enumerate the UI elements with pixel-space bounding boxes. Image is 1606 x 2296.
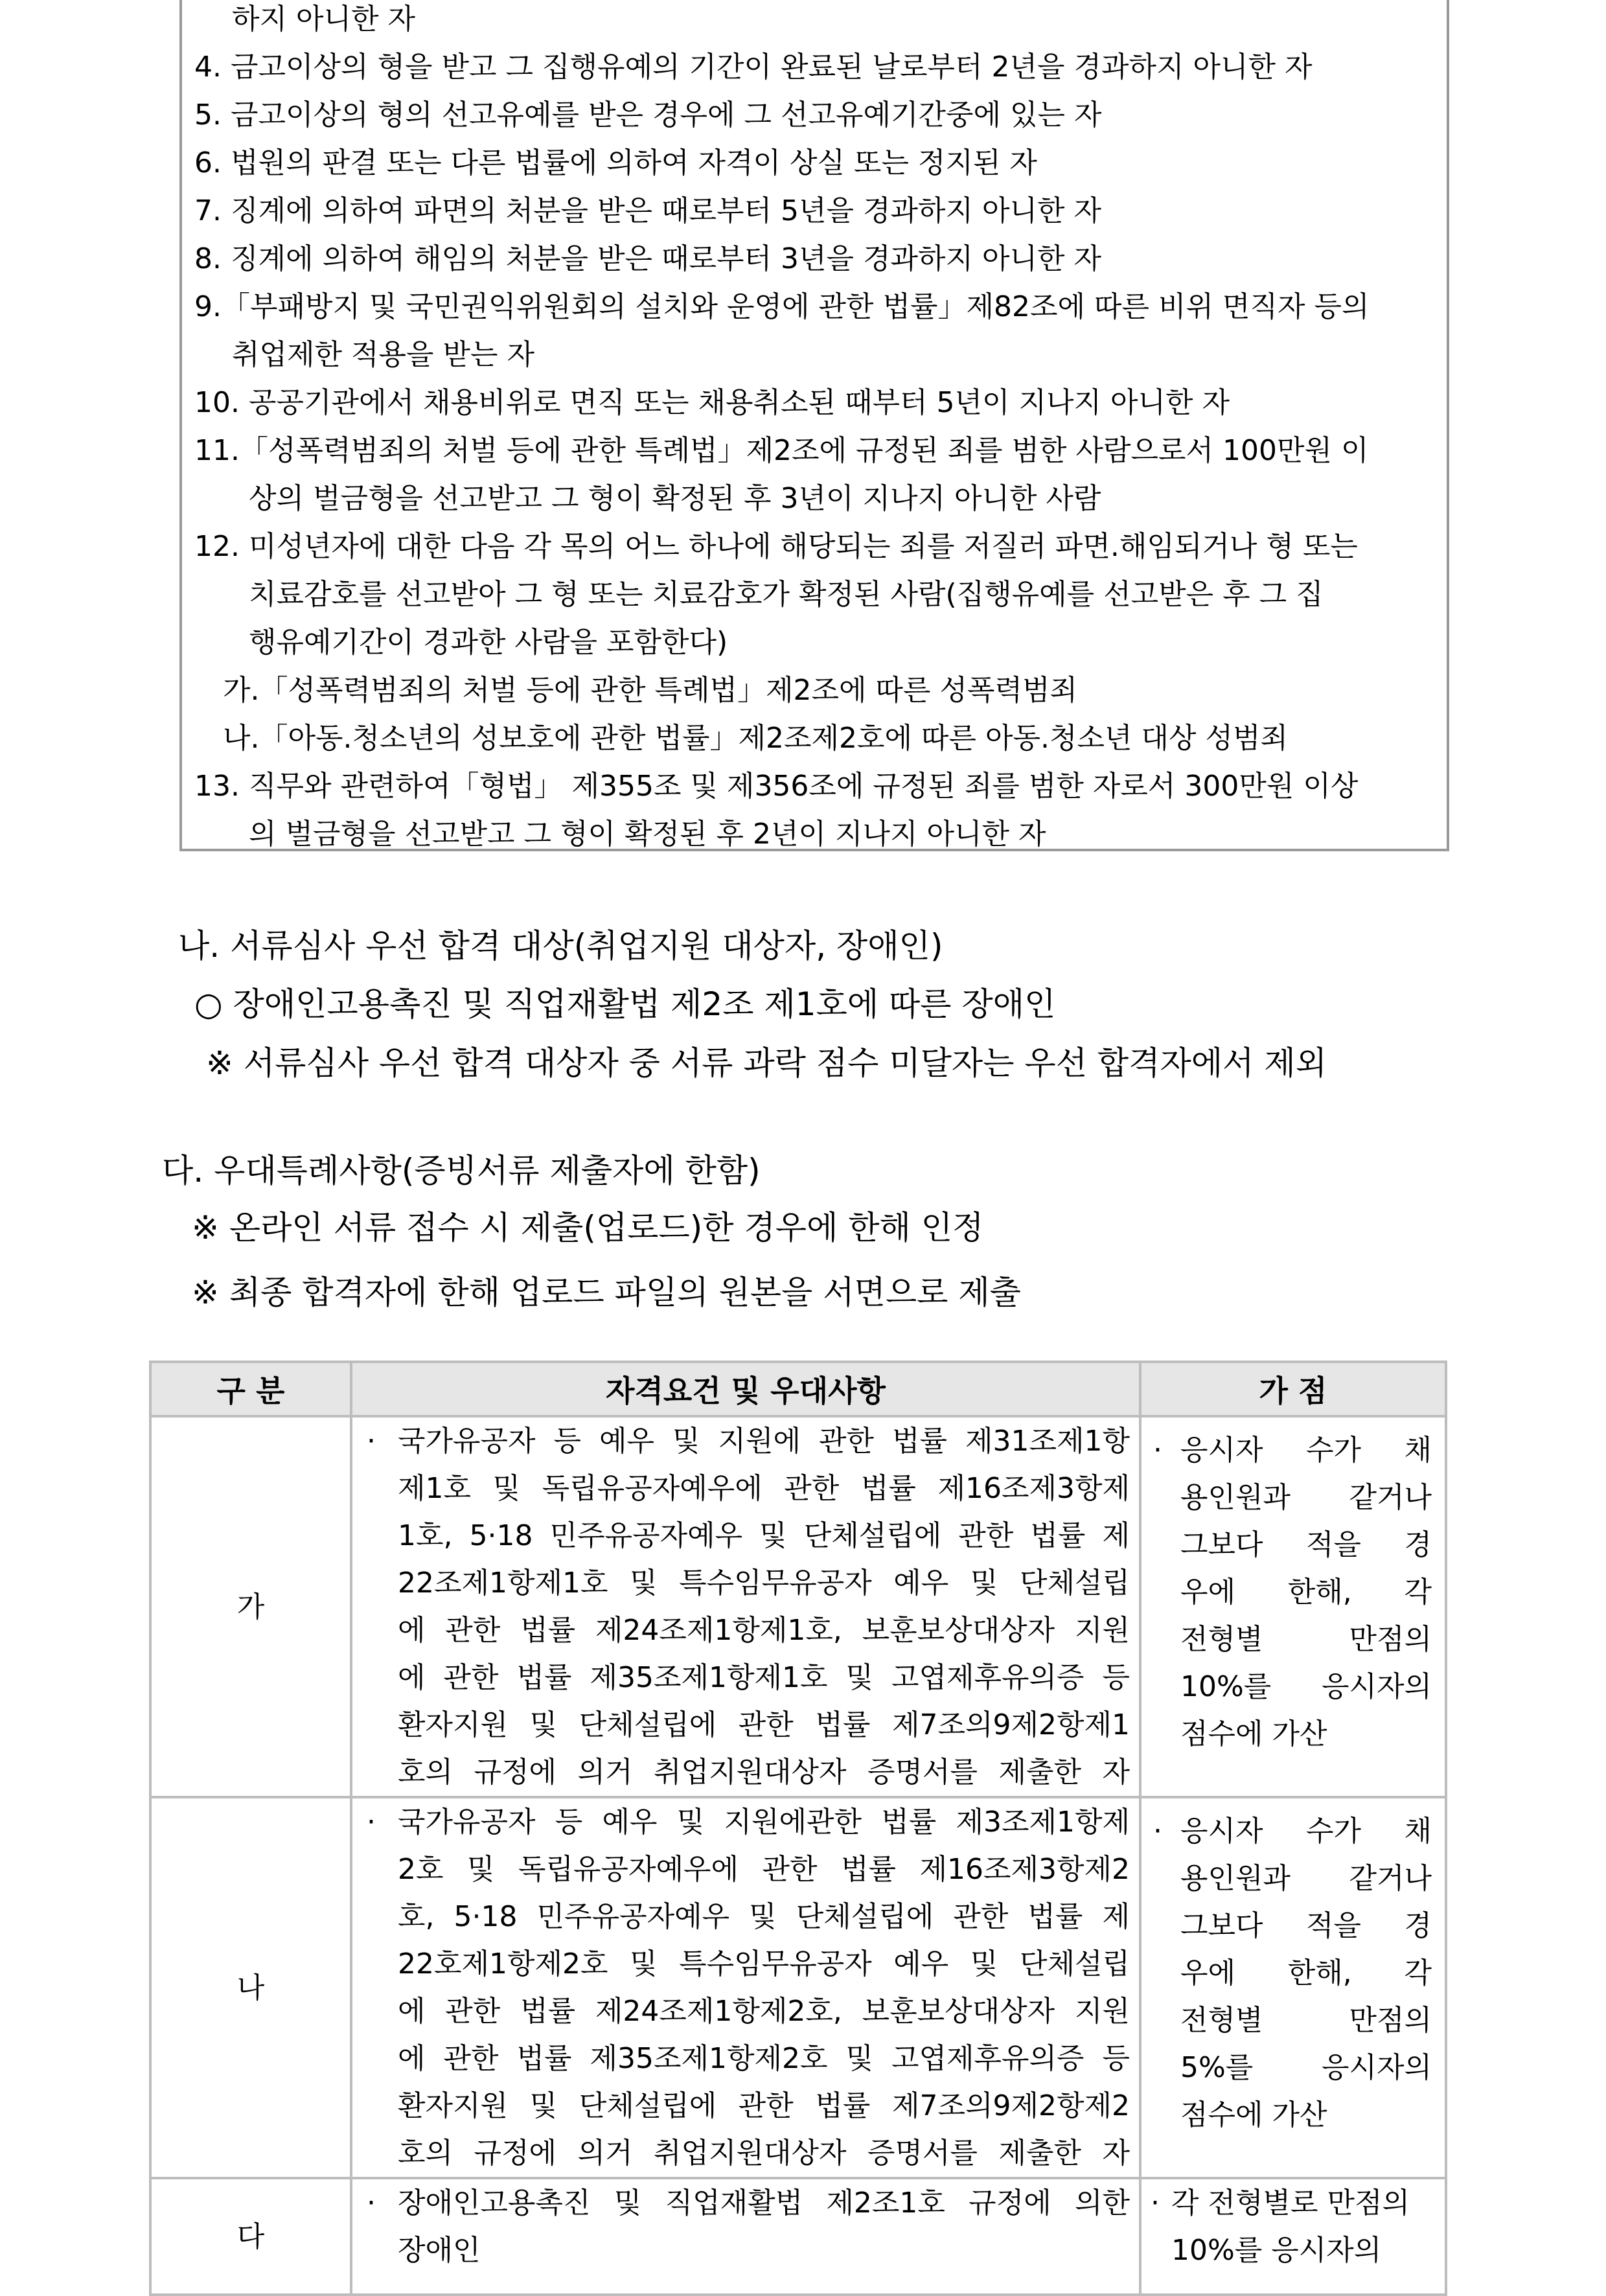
- disq-line: 가.「성폭력범죄의 처벌 등에 관한 특례법」제2조에 따른 성폭력범죄: [223, 674, 1077, 707]
- disq-line: 9.「부패방지 및 국민권익위원회의 설치와 운영에 관한 법률」제82조에 따른 비위 면직자 등의: [194, 290, 1370, 323]
- points-line: 각 전형별로 만점의: [1171, 2187, 1410, 2220]
- qual-line: 22호제1항제2호 및 특수임무유공자 예우 및 단체설립: [398, 1947, 1130, 1980]
- points-line: 10%를 응시자의: [1171, 2234, 1382, 2267]
- row-qualification: [351, 2178, 1140, 2295]
- disq-line: 8. 징계에 의하여 해임의 처분을 받은 때로부터 3년을 경과하지 아니한 자: [194, 242, 1101, 275]
- disq-line: 10. 공공기관에서 채용비위로 면직 또는 채용취소된 때부터 5년이 지나지 아니한 자: [194, 386, 1230, 419]
- disq-line: 11.「성폭력범죄의 처벌 등에 관한 특례법」제2조에 규정된 죄를 범한 사람으로서 100만원 이: [194, 434, 1369, 467]
- section-da-note: ※ 온라인 서류 접수 시 제출(업로드)한 경우에 한해 인정: [192, 1209, 984, 1246]
- header-qualification: 자격요건 및 우대사항: [351, 1362, 1140, 1416]
- qual-line: 국가유공자 등 예우 및 지원에관한 법률 제3조제1항제: [398, 1806, 1130, 1839]
- table-row: [150, 1797, 1446, 2178]
- points-line: 용인원과 같거나: [1180, 1481, 1432, 1514]
- qual-line: 장애인: [398, 2234, 481, 2267]
- points-line: 10%를 응시자의: [1180, 1670, 1432, 1703]
- bullet: ·: [367, 1425, 376, 1458]
- points-line: 우에 한해, 각: [1180, 1957, 1432, 1990]
- preference-table: [149, 1360, 1447, 2296]
- table-row: [150, 2178, 1446, 2295]
- row-category: 가: [150, 1416, 351, 1797]
- table-header-row: [150, 1362, 1446, 1416]
- table-row: [150, 1416, 1446, 1797]
- points-line: 5%를 응시자의: [1180, 2051, 1432, 2084]
- qual-line: 1호, 5·18 민주유공자예우 및 단체설립에 관한 법률 제: [398, 1519, 1130, 1552]
- points-line: 그보다 적을 경: [1180, 1528, 1432, 1561]
- disq-line: 13. 직무와 관련하여「형법」 제355조 및 제356조에 규정된 죄를 범한 자로서 300만원 이상: [194, 770, 1359, 803]
- bullet: ·: [367, 2187, 376, 2220]
- points-line: 우에 한해, 각: [1180, 1576, 1432, 1609]
- disq-line: 하지 아니한 자: [232, 3, 415, 36]
- qual-line: 22조제1항제1호 및 특수임무유공자 예우 및 단체설립: [398, 1567, 1130, 1600]
- disq-line: 의 벌금형을 선고받고 그 형이 확정된 후 2년이 지나지 아니한 자: [249, 818, 1046, 851]
- row-points: [1140, 1416, 1446, 1797]
- qual-line: 국가유공자 등 예우 및 지원에 관한 법률 제31조제1항: [398, 1425, 1130, 1458]
- qual-line: 에 관한 법률 제24조제1항제2호, 보훈보상대상자 지원: [398, 1995, 1130, 2028]
- points-line: 전형별 만점의: [1180, 1623, 1432, 1656]
- row-category: 다: [150, 2178, 351, 2295]
- disq-line: 취업제한 적용을 받는 자: [232, 338, 534, 371]
- disq-line: 12. 미성년자에 대한 다음 각 목의 어느 하나에 해당되는 죄를 저질러 파면.해임되거나 형 또는: [194, 530, 1358, 563]
- qual-line: 에 관한 법률 제35조제1항제2호 및 고엽제후유의증 등: [398, 2042, 1130, 2075]
- section-na-item: ○ 장애인고용촉진 및 직업재활법 제2조 제1호에 따른 장애인: [194, 985, 1056, 1023]
- qual-line: 호의 규정에 의거 취업지원대상자 증명서를 제출한 자: [398, 2137, 1130, 2170]
- section-da-note: ※ 최종 합격자에 한해 업로드 파일의 원본을 서면으로 제출: [192, 1274, 1021, 1311]
- qual-line: 장애인고용촉진 및 직업재활법 제2조1호 규정에 의한: [398, 2187, 1130, 2220]
- points-line: 응시자 수가 채: [1180, 1434, 1432, 1467]
- points-line: 전형별 만점의: [1180, 2004, 1432, 2037]
- disq-line: 나.「아동.청소년의 성보호에 관한 법률」제2조제2호에 따른 아동.청소년 대상 성범죄: [223, 722, 1288, 755]
- qual-line: 환자지원 및 단체설립에 관한 법률 제7조의9제2항제1: [398, 1708, 1130, 1741]
- qual-line: 환자지원 및 단체설립에 관한 법률 제7조의9제2항제2: [398, 2089, 1130, 2122]
- section-na-title: 나. 서류심사 우선 합격 대상(취업지원 대상자, 장애인): [178, 927, 943, 965]
- qual-line: 2호 및 독립유공자예우에 관한 법률 제16조제3항제2: [398, 1853, 1130, 1886]
- header-points: 가 점: [1140, 1362, 1446, 1416]
- points-line: 점수에 가산: [1180, 1717, 1327, 1751]
- section-na-note: ※ 서류심사 우선 합격 대상자 중 서류 과락 점수 미달자는 우선 합격자에서 제외: [206, 1044, 1327, 1082]
- disq-line: 치료감호를 선고받아 그 형 또는 치료감호가 확정된 사람(집행유예를 선고받은 후 그 집: [249, 578, 1324, 611]
- disq-line: 행유예기간이 경과한 사람을 포함한다): [249, 626, 728, 659]
- qual-line: 에 관한 법률 제24조제1항제1호, 보훈보상대상자 지원: [398, 1614, 1130, 1647]
- bullet: ·: [367, 1806, 376, 1839]
- bullet: ·: [1151, 2187, 1160, 2220]
- qual-line: 호, 5·18 민주유공자예우 및 단체설립에 관한 법률 제: [398, 1900, 1130, 1933]
- section-da-title: 다. 우대특례사항(증빙서류 제출자에 한함): [162, 1152, 761, 1189]
- disq-line: 5. 금고이상의 형의 선고유예를 받은 경우에 그 선고유예기간중에 있는 자: [194, 98, 1102, 132]
- header-category: 구 분: [150, 1362, 351, 1416]
- qual-line: 에 관한 법률 제35조제1항제1호 및 고엽제후유의증 등: [398, 1661, 1130, 1694]
- disq-line: 7. 징계에 의하여 파면의 처분을 받은 때로부터 5년을 경과하지 아니한 자: [194, 194, 1101, 227]
- row-points: [1140, 2178, 1446, 2295]
- points-line: 용인원과 같거나: [1180, 1862, 1432, 1895]
- points-line: 점수에 가산: [1180, 2098, 1327, 2131]
- points-line: 응시자 수가 채: [1180, 1815, 1432, 1848]
- qual-line: 호의 규정에 의거 취업지원대상자 증명서를 제출한 자: [398, 1756, 1130, 1789]
- bullet: ·: [1153, 1815, 1162, 1848]
- row-points: [1140, 1797, 1446, 2178]
- bullet: ·: [1153, 1434, 1162, 1467]
- disq-line: 4. 금고이상의 형을 받고 그 집행유예의 기간이 완료된 날로부터 2년을 경과하지 아니한 자: [194, 51, 1313, 84]
- qual-line: 제1호 및 독립유공자예우에 관한 법률 제16조제3항제: [398, 1472, 1130, 1505]
- disq-line: 6. 법원의 판결 또는 다른 법률에 의하여 자격이 상실 또는 정지된 자: [194, 146, 1037, 179]
- row-category: 나: [150, 1797, 351, 2178]
- row-qualification: [351, 1797, 1140, 2178]
- points-line: 그보다 적을 경: [1180, 1909, 1432, 1942]
- row-qualification: [351, 1416, 1140, 1797]
- disq-line: 상의 벌금형을 선고받고 그 형이 확정된 후 3년이 지나지 아니한 사람: [249, 482, 1101, 515]
